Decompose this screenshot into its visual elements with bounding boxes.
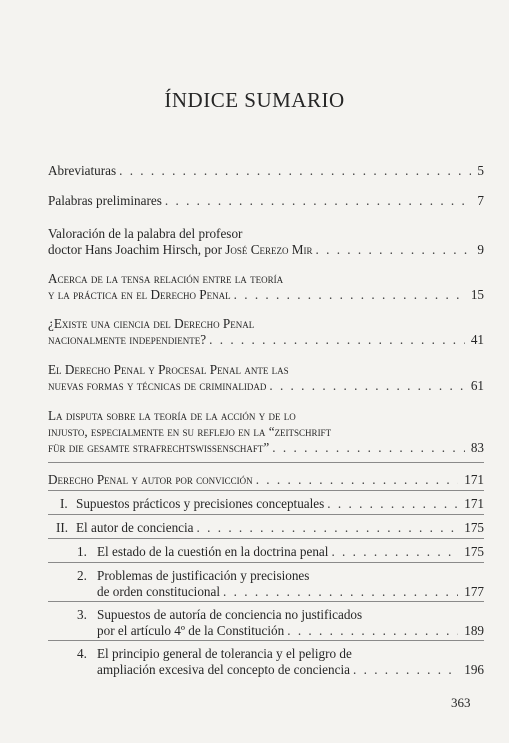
toc-entry-title: Palabras preliminares [48,193,162,208]
toc-page-number: 9 [477,242,484,257]
toc-item-label: 1. [77,544,87,559]
dot-leader [209,332,465,348]
toc-item-label: 2. [77,568,87,583]
dot-leader [331,544,458,560]
section-divider [48,514,484,515]
toc-entry-estado-cuestion[interactable] [97,544,484,560]
dot-leader [223,584,458,600]
toc-page-number: 15 [470,287,484,302]
toc-item-label: II. [56,520,69,535]
toc-item-label: 4. [77,646,87,661]
toc-entry-title-cont: ampliación excesiva del concepto de conciencia [97,662,351,677]
toc-item-label: I. [60,496,68,511]
toc-entry-title: Problemas de justificación y precisiones [97,568,310,583]
toc-page-number: 189 [464,623,484,638]
section-divider [48,462,484,463]
toc-entry-title-cont: y la práctica en el Derecho Penal [48,287,231,302]
toc-page-number: 5 [477,163,484,178]
toc-entry-title-cont: de orden constitucional [97,584,221,599]
dot-leader [119,163,471,179]
toc-entry-author: José Cerezo Mir [225,242,313,257]
section-divider [48,640,484,641]
toc-entry-title: Derecho Penal y autor por convicción [48,472,253,487]
toc-entry-title: Supuestos de autoría de conciencia no justificados [97,607,363,622]
dot-leader [256,472,459,488]
toc-entry-title-cont: nacionalmente independiente? [48,332,207,347]
toc-entry-autor-conciencia[interactable] [76,520,484,536]
dot-leader [197,520,459,536]
toc-item-label: 3. [77,607,87,622]
toc-page-number: 196 [464,662,484,677]
toc-entry-valoracion[interactable] [48,226,484,258]
toc-entry-disputa[interactable] [48,408,484,456]
page-number: 363 [451,695,471,710]
dot-leader [165,193,472,209]
toc-entry-title: Acerca de la tensa relación entre la teoría [48,271,284,286]
toc-entry-abreviaturas[interactable] [48,163,484,179]
toc-entry-title: El estado de la cuestión en la doctrina penal [97,544,329,559]
toc-page-number: 83 [470,440,484,455]
dot-leader [234,287,465,303]
toc-entry-problemas-justificacion[interactable] [97,568,484,600]
section-divider [48,601,484,602]
toc-page-number: 7 [477,193,484,208]
dot-leader [353,662,458,678]
toc-page-number: 175 [464,544,484,559]
dot-leader [269,378,464,394]
toc-page-number: 61 [470,378,484,393]
toc-entry-principio-tolerancia[interactable] [97,646,484,678]
toc-entry-title-cont: für die gesamte strafrechtswissenschaft” [48,440,270,455]
section-divider [48,490,484,491]
toc-page-number: 171 [464,496,484,511]
toc-entry-supuestos-autoria[interactable] [97,607,484,639]
toc-entry-title: El autor de conciencia [76,520,194,535]
toc-entry-derecho-procesal[interactable] [48,362,484,394]
toc-entry-autor-conviccion[interactable] [48,472,484,488]
toc-entry-title: Valoración de la palabra del profesor [48,226,243,241]
toc-entry-supuestos-practicos[interactable] [76,496,484,512]
toc-entry-title-cont: nuevas formas y técnicas de criminalidad [48,378,267,393]
toc-entry-title-cont [48,242,313,258]
dot-leader [272,440,465,456]
toc-entry-title: Abreviaturas [48,163,117,178]
toc-entry-title: ¿Existe una ciencia del Derecho Penal [48,316,255,331]
toc-entry-palabras-preliminares[interactable] [48,193,484,209]
toc-entry-title: El Derecho Penal y Procesal Penal ante las [48,362,289,377]
toc-entry-title: El principio general de tolerancia y el peligro de [97,646,352,661]
dot-leader [327,496,458,512]
page-title: ÍNDICE SUMARIO [164,88,345,112]
toc-page-number: 177 [464,584,484,599]
dot-leader [316,242,472,258]
toc-entry-existe[interactable] [48,316,484,348]
toc-entry-title: Supuestos prácticos y precisiones conceptuales [76,496,325,511]
toc-entry-title-cont: injusto, especialmente en su reflejo en la “zeitschrift [48,424,332,439]
section-divider [48,562,484,563]
dot-leader [287,623,458,639]
toc-entry-text: doctor Hans Joachim Hirsch, por [48,242,226,257]
toc-page-number: 171 [464,472,484,487]
toc-entry-title: La disputa sobre la teoría de la acción y de lo [48,408,296,423]
toc-page-number: 175 [464,520,484,535]
toc-page-number: 41 [470,332,484,347]
toc-entry-acerca[interactable] [48,271,484,303]
section-divider [48,538,484,539]
toc-entry-title-cont: por el artículo 4º de la Constitución [97,623,285,638]
